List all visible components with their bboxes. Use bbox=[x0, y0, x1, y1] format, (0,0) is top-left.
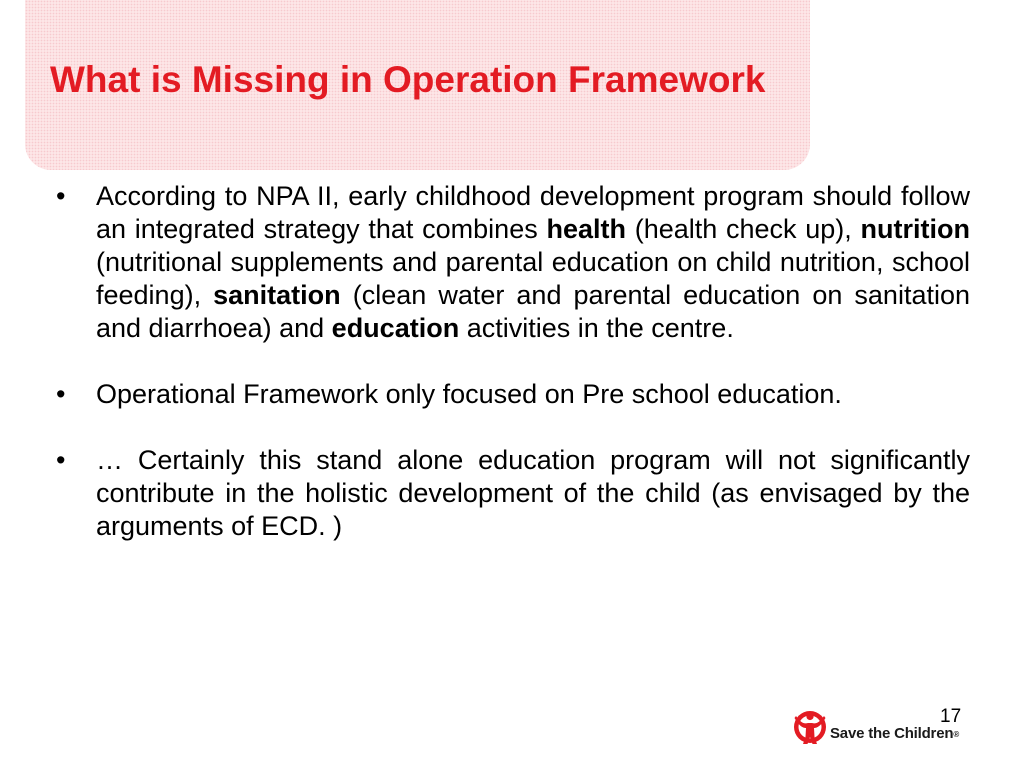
logo-wordmark: Save the Children bbox=[830, 724, 954, 742]
bullet-text: … Certainly this stand alone education program will not significantly contribute in the holistic development of the child (as envisaged by the arguments of ECD. ) bbox=[96, 445, 970, 541]
bullet-item bbox=[50, 444, 970, 543]
text-run: (clean water and parental education on sanitation and diarrhoea) and bbox=[96, 280, 970, 343]
text-run: (nutritional supplements and parental education on child nutrition, school feeding), bbox=[96, 247, 970, 310]
bullet-item bbox=[50, 180, 970, 345]
bullet-marker: • bbox=[56, 181, 66, 211]
bullet-item bbox=[50, 378, 970, 411]
registered-mark: ® bbox=[953, 729, 960, 739]
bullet-marker: • bbox=[56, 445, 66, 475]
bullet-text bbox=[96, 181, 970, 343]
page-number: 17 bbox=[940, 706, 962, 727]
save-the-children-emblem-icon bbox=[792, 708, 828, 746]
text-run: (health check up), bbox=[625, 214, 861, 244]
keyword-sanitation: sanitation bbox=[213, 280, 341, 310]
bullet-list bbox=[50, 180, 970, 576]
text-run: activities in the centre. bbox=[459, 313, 734, 343]
bullet-text: Operational Framework only focused on Pre school education. bbox=[96, 379, 842, 409]
keyword-health: health bbox=[546, 214, 626, 244]
text-run: According to NPA II, early childhood development program should follow an integrated strategy that combines bbox=[96, 181, 970, 244]
bullet-marker: • bbox=[56, 379, 66, 409]
keyword-education: education bbox=[331, 313, 460, 343]
logo-text bbox=[830, 725, 959, 742]
save-the-children-logo bbox=[792, 706, 962, 746]
keyword-nutrition: nutrition bbox=[860, 214, 971, 244]
slide-title: What is Missing in Operation Framework bbox=[50, 59, 766, 100]
